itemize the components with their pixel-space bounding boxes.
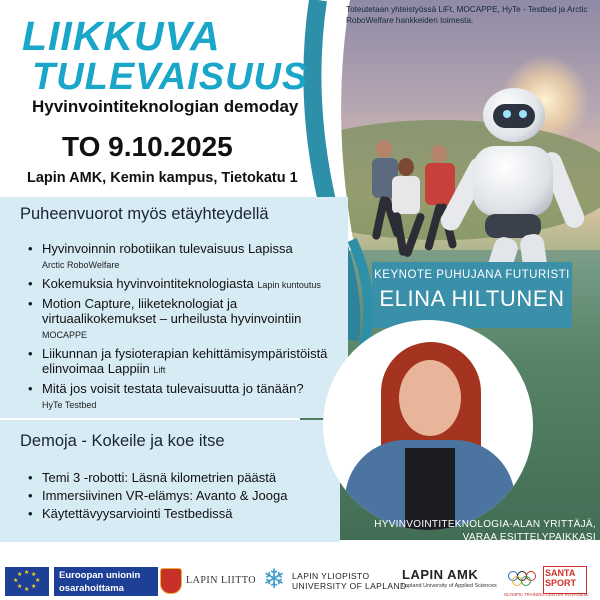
talk-item	[28, 276, 348, 293]
lapin-liitto-logo: LAPIN LIITTO	[186, 575, 256, 586]
eu-line-2: osarahoittama	[59, 583, 124, 594]
lapland-crest-icon	[160, 568, 182, 594]
keynote-banner	[372, 262, 572, 328]
santa-line-1: SANTA	[545, 568, 576, 578]
university-line-1: LAPIN YLIOPISTO	[292, 571, 370, 581]
santa-sport-text	[545, 568, 576, 588]
lapin-amk-subtitle: Lapland University of Applied Sciences	[402, 583, 497, 589]
demos-section	[0, 420, 340, 542]
booking-line-1: HYVINVOINTITEKNOLOGIA-ALAN YRITTÄJÄ,	[374, 519, 596, 530]
speaker-portrait	[323, 320, 533, 530]
eu-flag-icon: ★ ★ ★ ★ ★ ★ ★ ★	[5, 567, 49, 596]
talk-item	[28, 241, 348, 273]
talks-section	[0, 197, 348, 418]
talk-title: Motion Capture, liiketeknologiat ja virtuaalikokemukset – urheilusta hyvinvointiin	[42, 296, 302, 326]
talk-org: Arctic RoboWelfare	[42, 260, 120, 270]
talk-org: Lapin kuntoutus	[257, 280, 321, 290]
keynote-speaker-name: ELINA HILTUNEN	[379, 286, 565, 311]
olympic-rings-icon	[508, 571, 536, 589]
demos-list	[16, 470, 287, 521]
talk-org: Lift	[153, 365, 166, 375]
university-logo	[292, 571, 407, 591]
talk-item	[28, 296, 348, 343]
talk-title: Kokemuksia hyvinvointiteknologiasta	[42, 276, 254, 291]
eu-funding-label	[54, 567, 158, 596]
university-line-2: UNIVERSITY OF LAPLAND	[292, 581, 407, 591]
santa-line-2: SPORT	[545, 578, 577, 588]
talk-org: HyTe Testbed	[42, 400, 97, 410]
demo-item: • Immersiivinen VR-elämys: Avanto & Jooga	[28, 488, 287, 503]
olympic-center-label: OLYMPIC TRAINING CENTER ROVANIEMI	[504, 592, 589, 597]
snowflake-icon: ❄	[262, 564, 286, 594]
eu-line-1: Euroopan unionin	[59, 570, 141, 581]
title-line-2: TULEVAISUUS	[32, 56, 309, 98]
talk-item	[28, 346, 348, 378]
demos-heading: Demoja - Kokeile ja koe itse	[20, 432, 225, 450]
event-subtitle: Hyvinvointiteknologian demoday	[32, 97, 299, 116]
booking-line-2: VARAA ESITTELYPAIKKASI MIKAEL.KOJO@LAPINAMK.FI	[450, 532, 596, 556]
talk-title: Hyvinvoinnin robotiikan tulevaisuus Lapissa	[42, 241, 293, 256]
keynote-label: KEYNOTE PUHUJANA FUTURISTI	[374, 269, 570, 281]
talk-item	[28, 381, 348, 413]
talks-list	[16, 241, 348, 413]
lapin-amk-logo: LAPIN AMK	[402, 567, 479, 582]
talks-heading: Puheenvuorot myös etäyhteydellä	[20, 205, 269, 223]
title-line-1: LIIKKUVA	[22, 13, 221, 59]
talk-org: MOCAPPE	[42, 330, 88, 340]
booking-note	[342, 518, 596, 557]
event-venue: Lapin AMK, Kemin kampus, Tietokatu 1	[27, 170, 298, 186]
event-date: TO 9.10.2025	[62, 131, 233, 162]
logo-bar	[0, 556, 600, 600]
talk-title: Mitä jos voisit testata tulevaisuutta jo tänään?	[42, 381, 304, 396]
demo-item: • Käytettävyysarviointi Testbedissä	[28, 506, 287, 521]
funding-note: Toteutetaan yhteistyössä LiFt, MOCAPPE, HyTe - Testbed ja Arctic RoboWelfare hankkeiden toimesta.	[346, 5, 588, 25]
talk-title: Liikunnan ja fysioterapian kehittämisympäristöistä elinvoimaa Lappiin	[42, 346, 328, 376]
demo-item: • Temi 3 -robotti: Läsnä kilometrien päästä	[28, 470, 287, 485]
